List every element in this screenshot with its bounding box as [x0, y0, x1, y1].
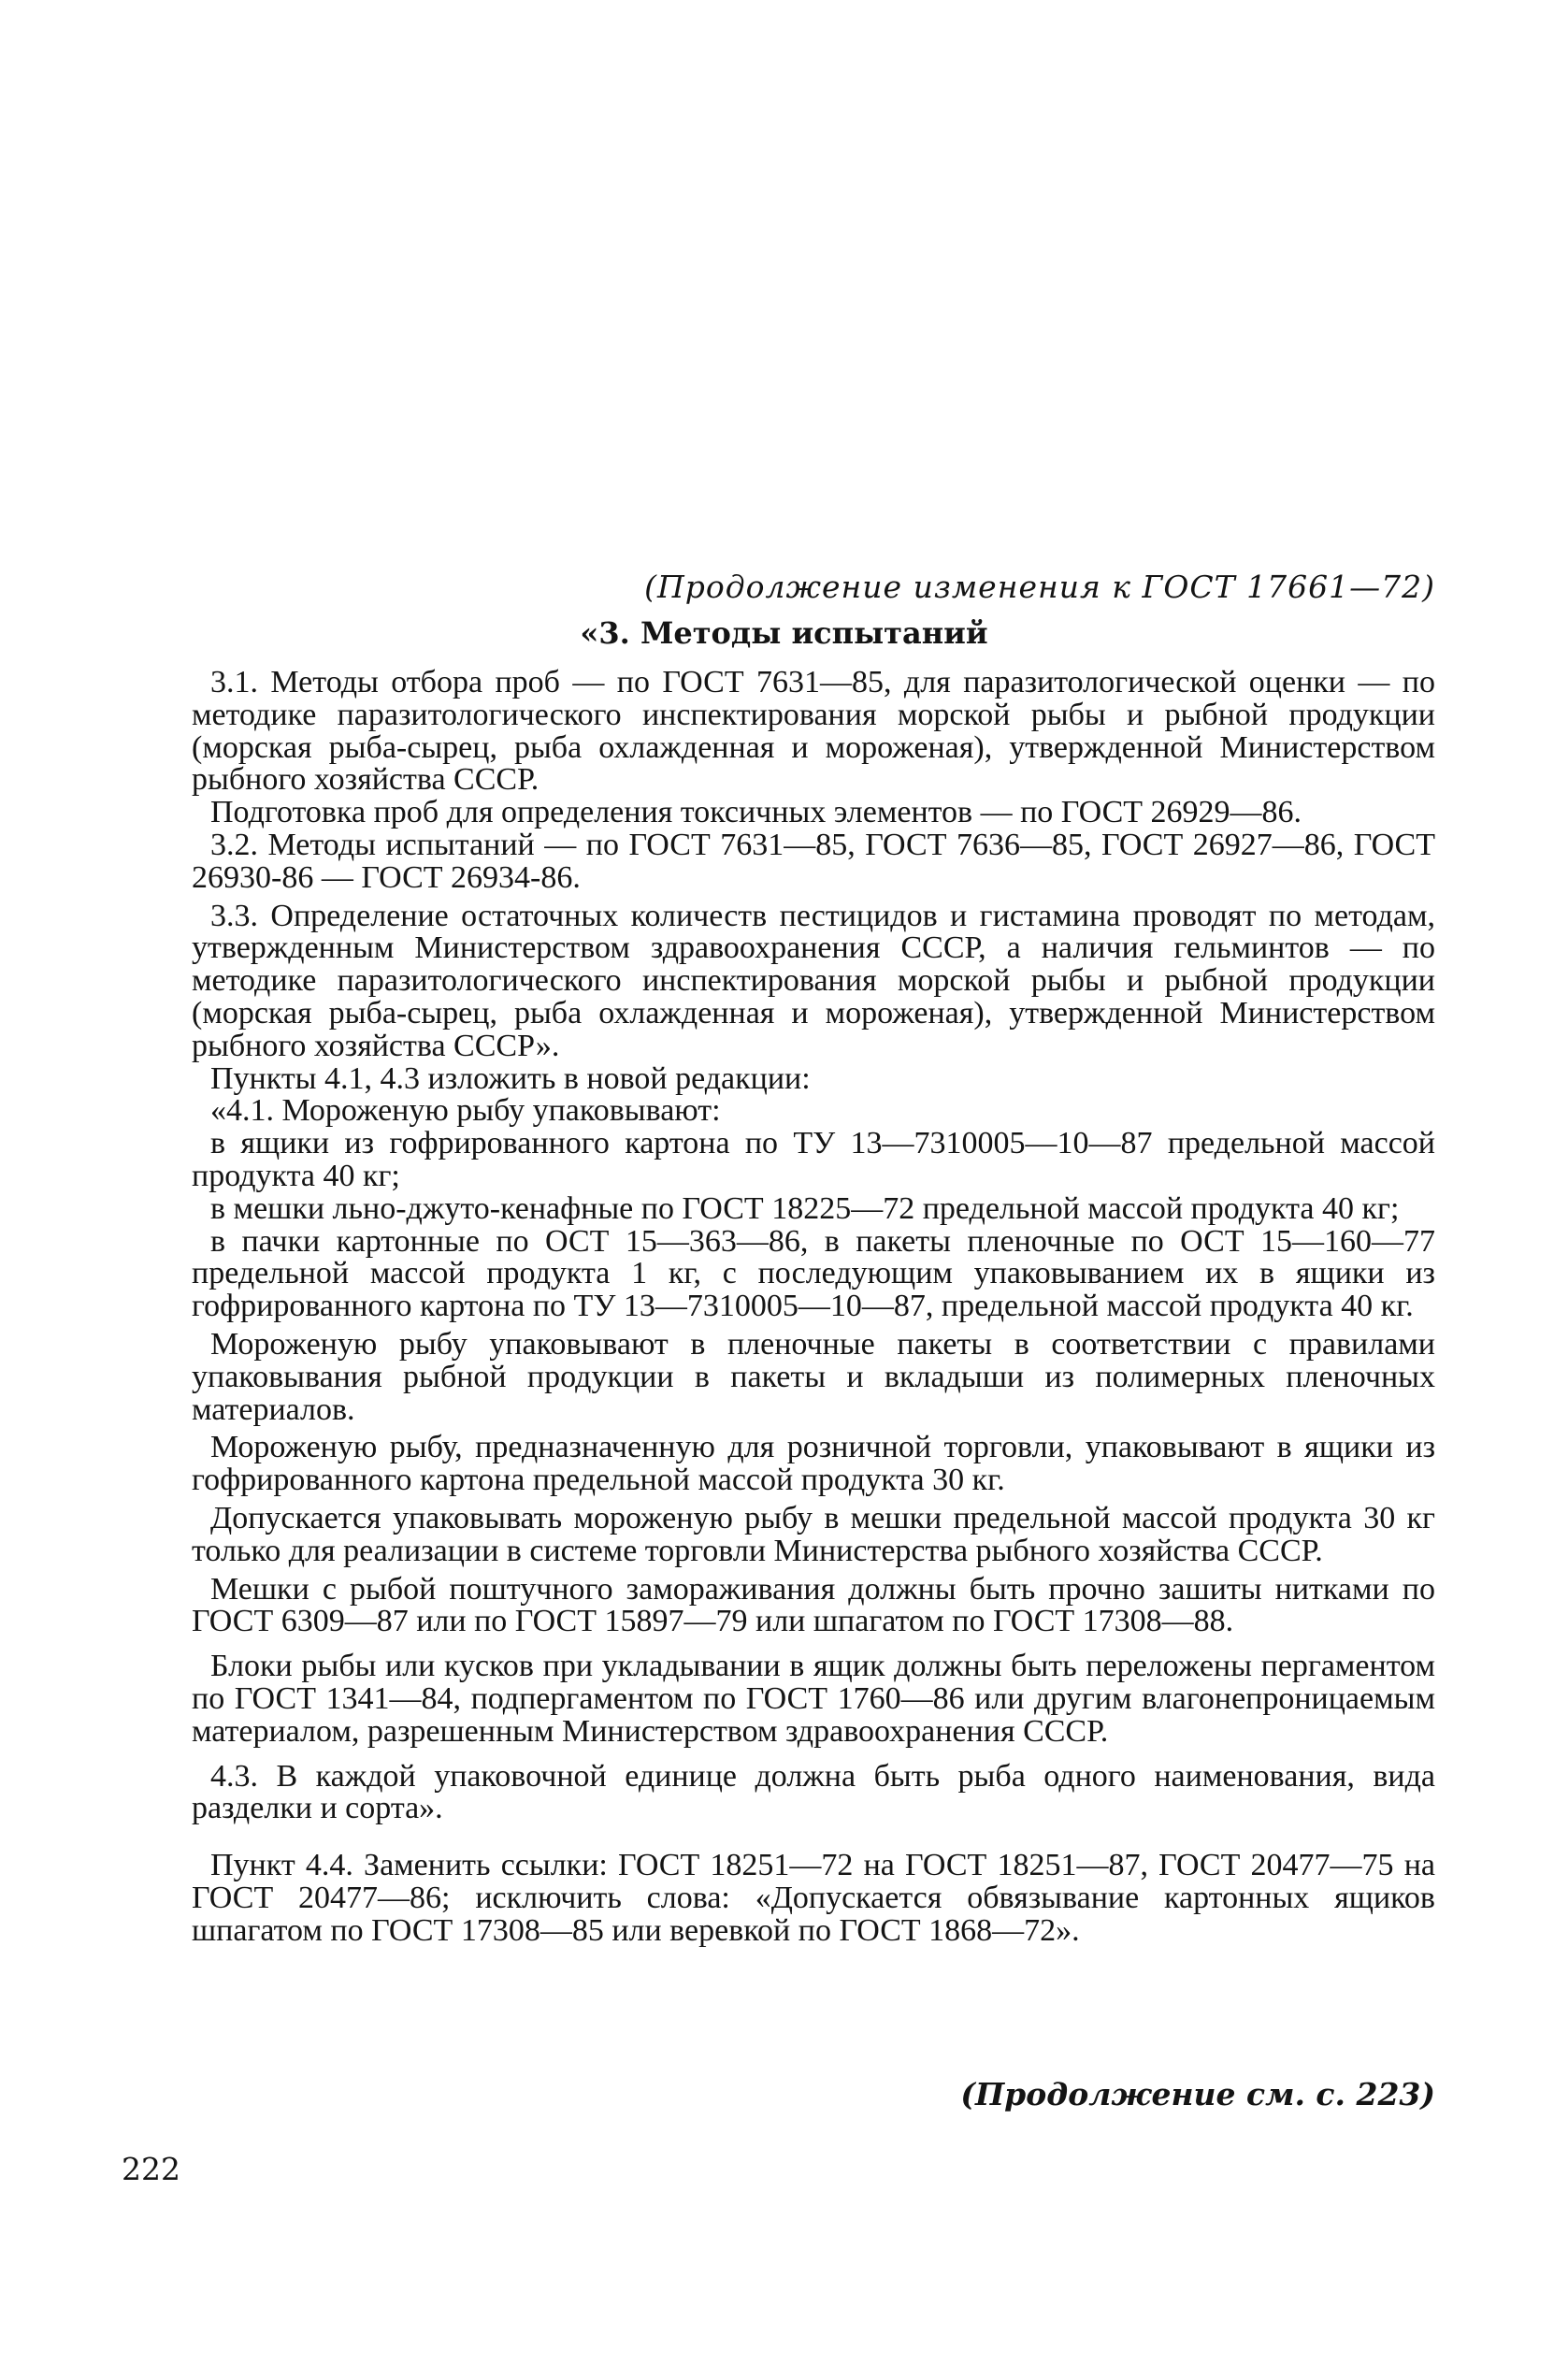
- paragraph: Мороженую рыбу, предназначенную для розничной торговли, упаковывают в ящики из гофрированного картона предельной массой продукта 30 кг.: [192, 1430, 1435, 1498]
- paragraph: Пункты 4.1, 4.3 изложить в новой редакции:: [210, 1060, 811, 1096]
- paragraph: «4.1. Мороженую рыбу упаковывают:: [210, 1093, 721, 1129]
- continuation-note: (Продолжение см. с. 223): [960, 2076, 1435, 2112]
- paragraph: в пачки картонные по ОСТ 15—363—86, в пакеты пленочные по ОСТ 15—160—77 предельной массой продукта 1 кг, с последующим упаковыванием их в ящики из гофрированного картона по ТУ 13—7310005—10—87, предельной массой продукта 40 кг.: [192, 1223, 1435, 1324]
- paragraph: в мешки льно-джуто-кенафные по ГОСТ 18225—72 предельной массой продукта 40 кг;: [210, 1190, 1400, 1226]
- paragraph: Блоки рыбы или кусков при укладывании в ящик должны быть переложены пергаментом по ГОСТ 1341—84, подпергаментом по ГОСТ 1760—86 или другим влагонепроницаемым материалом, разрешенным Министерством здравоохранения СССР.: [192, 1649, 1435, 1749]
- page-number: 222: [122, 2151, 180, 2187]
- page-header: (Продолжение изменения к ГОСТ 17661—72): [644, 569, 1435, 605]
- paragraph: 3.3. Определение остаточных количеств пестицидов и гистамина проводят по методам, утвержденным Министерством здравоохранения СССР, а наличия гельминтов — по методике паразитологического инспектирования морской рыбы и рыбной продукции (морская рыба-сырец, рыба охлажденная и мороженая), утвержденной Министерством рыбного хозяйства СССР».: [192, 898, 1435, 1063]
- paragraph: Мешки с рыбой поштучного замораживания должны быть прочно зашиты нитками по ГОСТ 6309—87 или по ГОСТ 15897—79 или шпагатом по ГОСТ 17308—88.: [192, 1571, 1435, 1639]
- paragraph: Допускается упаковывать мороженую рыбу в мешки предельной массой продукта 30 кг только для реализации в системе торговли Министерства рыбного хозяйства СССР.: [192, 1500, 1435, 1568]
- document-body: [192, 667, 1435, 1947]
- paragraph: Мороженую рыбу упаковывают в пленочные пакеты в соответствии с правилами упаковывания рыбной продукции в пакеты и вкладыши из полимерных пленочных материалов.: [192, 1326, 1435, 1427]
- paragraph: 4.3. В каждой упаковочной единице должна быть рыба одного наименования, вида разделки и сорта».: [192, 1758, 1435, 1826]
- paragraph: Пункт 4.4. Заменить ссылки: ГОСТ 18251—72 на ГОСТ 18251—87, ГОСТ 20477—75 на ГОСТ 20477—86; исключить слова: «Допускается обвязывание картонных ящиков шпагатом по ГОСТ 17308—85 или веревкой по ГОСТ 1868—72».: [192, 1848, 1435, 1948]
- paragraph: в ящики из гофрированного картона по ТУ 13—7310005—10—87 предельной массой продукта 40 кг;: [192, 1126, 1435, 1193]
- paragraph: Подготовка проб для определения токсичных элементов — по ГОСТ 26929—86.: [210, 795, 1302, 830]
- paragraph: 3.1. Методы отбора проб — по ГОСТ 7631—85, для паразитологической оценки — по методике паразитологического инспектирования морской рыбы и рыбной продукции (морская рыба-сырец, рыба охлажденная и мороженая), утвержденной Министерством рыбного хозяйства СССР.: [192, 665, 1435, 798]
- paragraph: 3.2. Методы испытаний — по ГОСТ 7631—85, ГОСТ 7636—85, ГОСТ 26927—86, ГОСТ 26930-86 — ГОСТ 26934-86.: [192, 827, 1435, 895]
- section-title: «3. Методы испытаний: [580, 615, 988, 651]
